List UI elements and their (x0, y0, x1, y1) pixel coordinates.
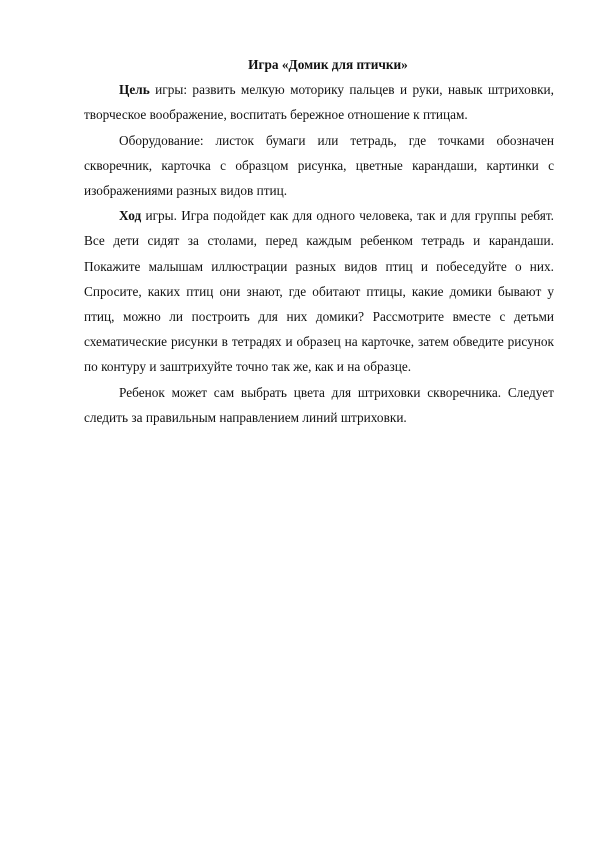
paragraph-text: Оборудование: листок бумаги или тетрадь, где точками обозначен скворечник, карточка с образцом рисунка, цветные карандаши, картинки с изображениями разных видов птиц. (84, 132, 554, 198)
paragraph-lead: Ход (119, 208, 142, 224)
paragraph-procedure (84, 203, 554, 379)
document-body (84, 52, 554, 430)
paragraph-note (84, 380, 554, 430)
document-title: Игра «Домик для птички» (248, 57, 408, 72)
paragraph-equipment (84, 128, 554, 204)
paragraph-lead: Цель (119, 82, 150, 98)
paragraph-text: игры: развить мелкую моторику пальцев и руки, навык штриховки, творческое воображение, воспитать бережное отношение к птицам. (84, 82, 554, 123)
paragraph-goal (84, 77, 554, 127)
paragraph-text: Ребенок может сам выбрать цвета для штриховки скворечника. Следует следить за правильным направлением линий штриховки. (84, 384, 554, 425)
paragraph-text: игры. Игра подойдет как для одного человека, так и для группы ребят. Все дети сидят за столами, перед каждым ребенком тетрадь и карандаши. Покажите малышам иллюстрации разных видов птиц и побеседуйте о них. Спросите, каких птиц они знают, где обитают птицы, какие домики бывают у птиц, можно ли построить для них домики? Рассмотрите вместе с детьми схематические рисунки в тетрадях и образец на карточке, затем обведите рисунок по контуру и заштрихуйте точно так же, как и на образце. (84, 208, 554, 375)
